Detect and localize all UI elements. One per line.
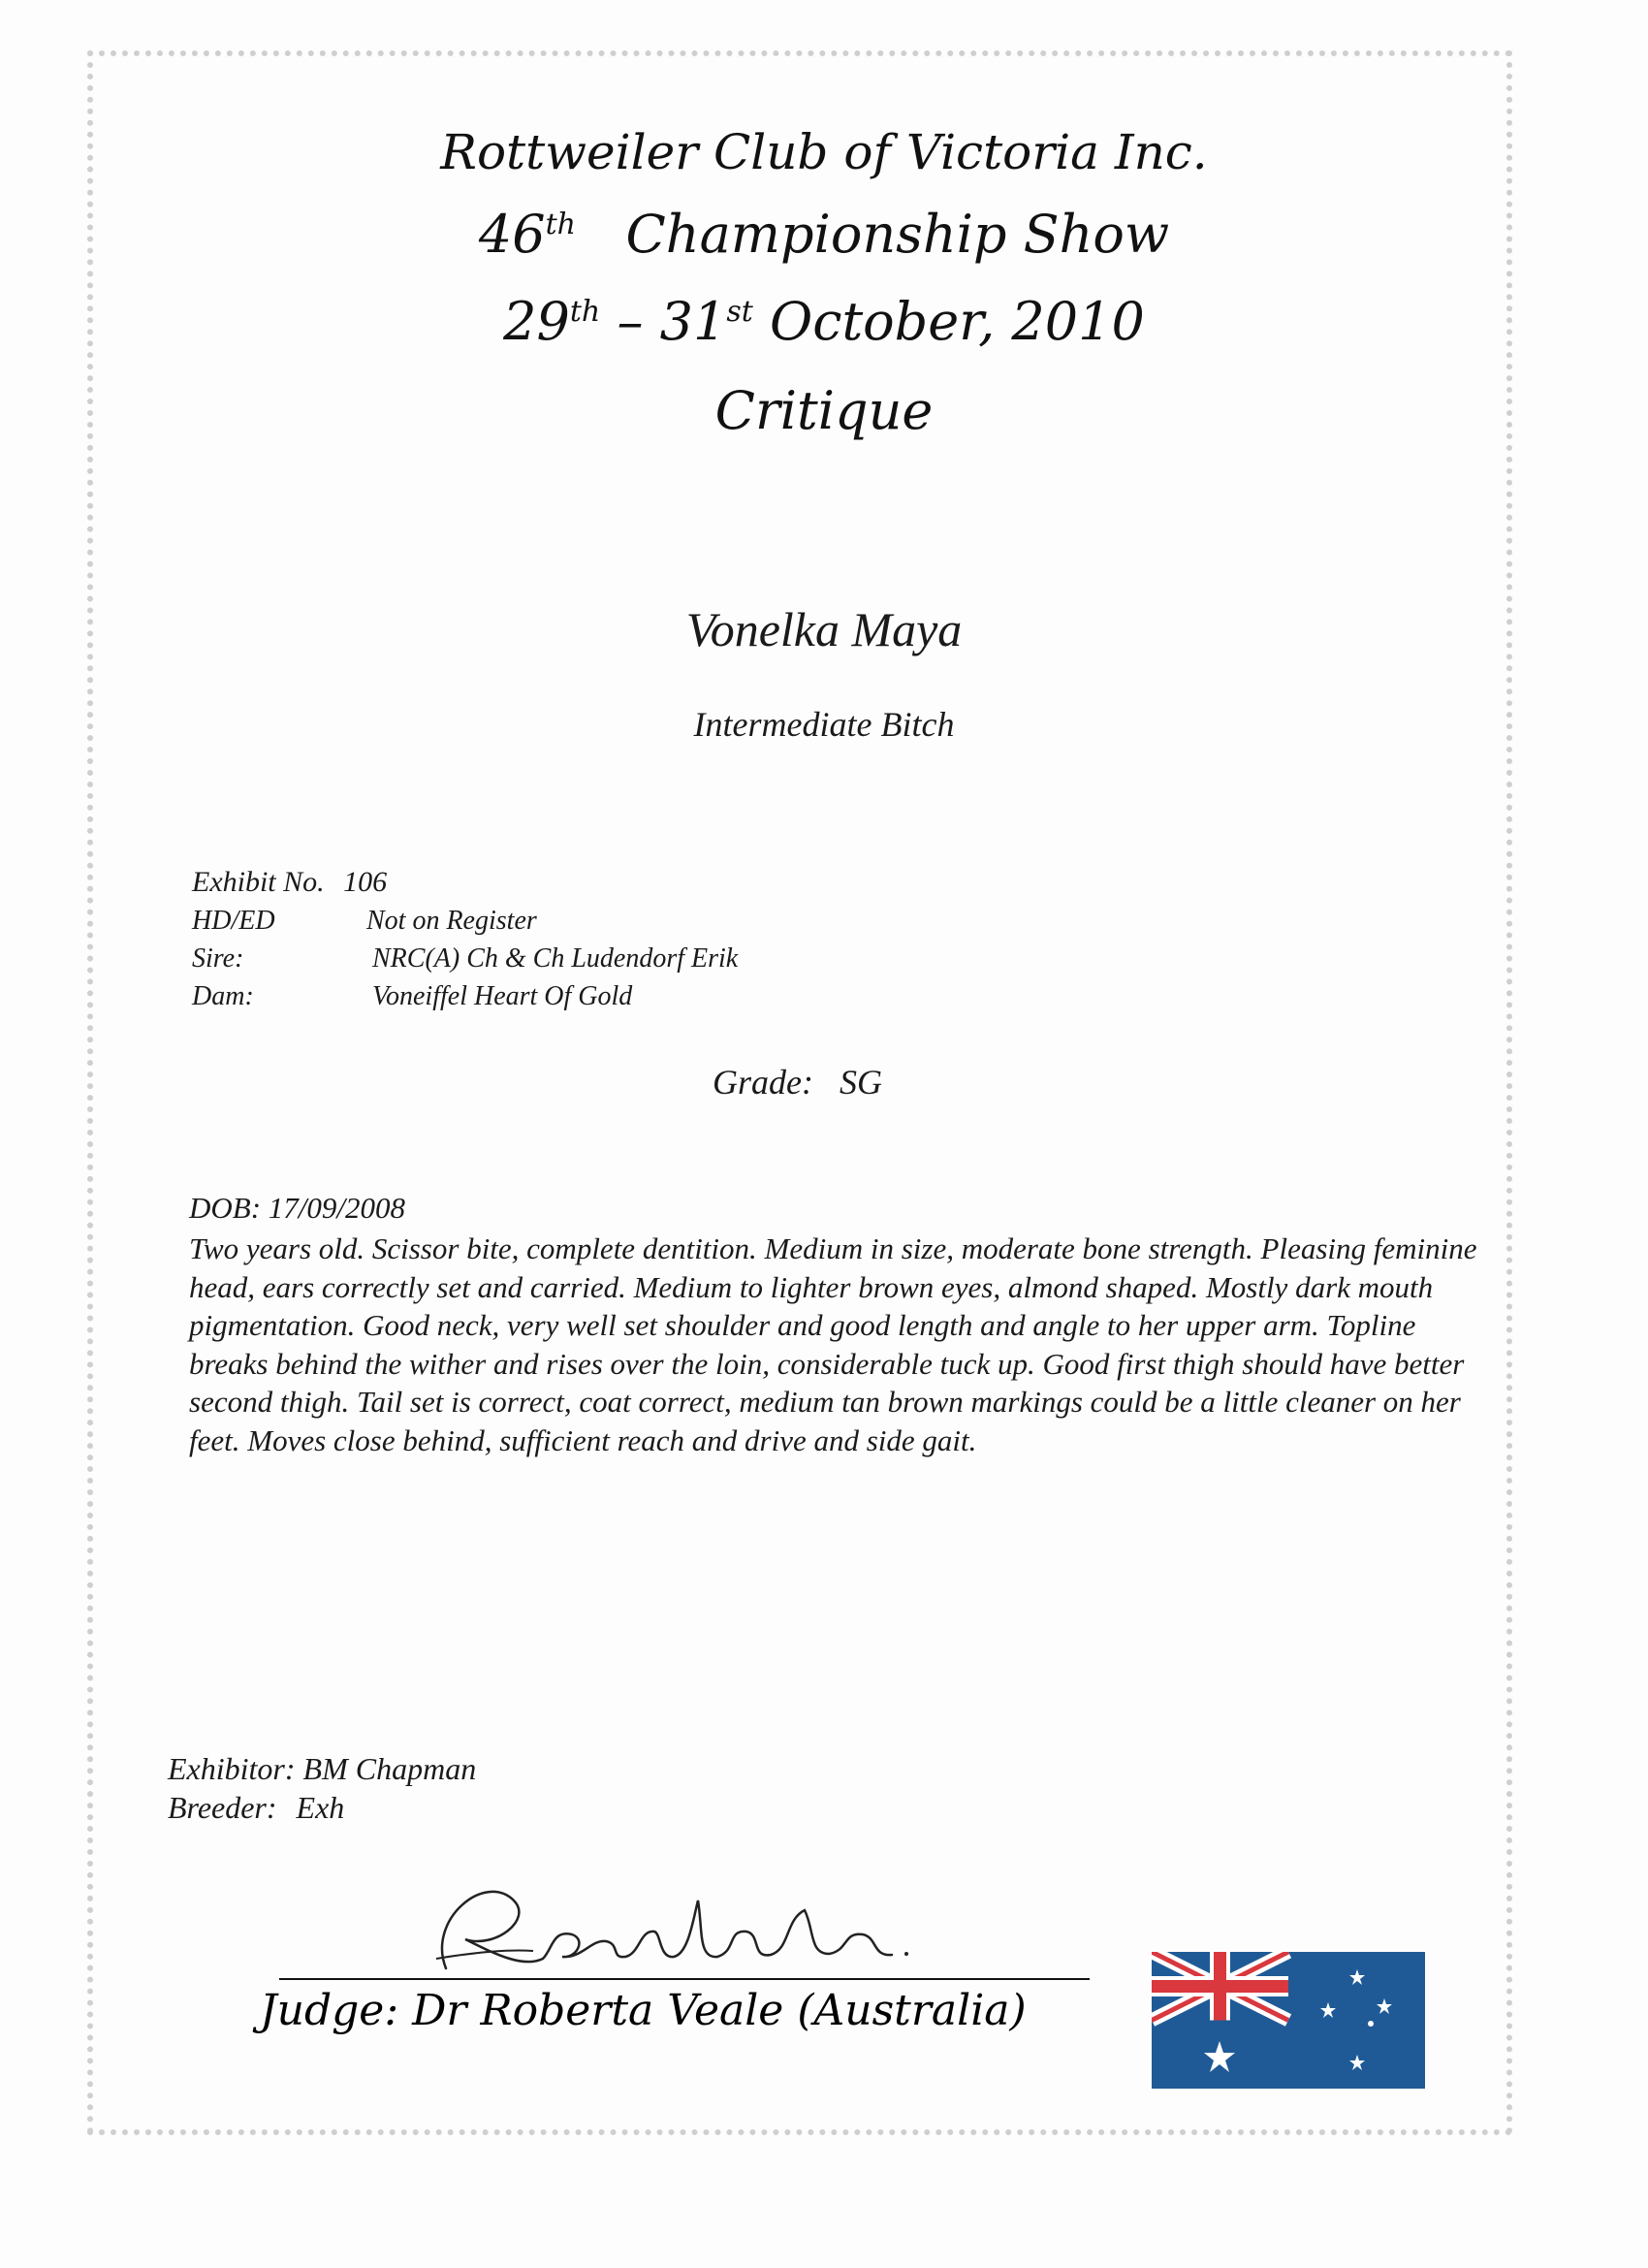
- show-name: Championship Show: [625, 204, 1170, 265]
- date-start-day: 29: [503, 291, 570, 352]
- doc-type: [0, 380, 1648, 441]
- dog-name: [0, 601, 1648, 657]
- club-title: [0, 124, 1648, 180]
- exhibitor-label: Exhibitor:: [168, 1751, 296, 1786]
- signature-line: [279, 1978, 1090, 1980]
- show-title: [0, 204, 1648, 265]
- exhibit-row: [192, 866, 387, 899]
- breeder-label: Breeder:: [168, 1790, 277, 1825]
- doc-type-label: Critique: [714, 380, 934, 441]
- sire-value: NRC(A) Ch & Ch Ludendorf Erik: [372, 943, 739, 974]
- exhibitor-value: BM Chapman: [302, 1751, 477, 1786]
- grade-label: Grade:: [713, 1063, 813, 1102]
- hded-value: Not on Register: [366, 906, 537, 936]
- breeder-value: Exh: [296, 1790, 345, 1825]
- hded-label: HD/ED: [192, 906, 275, 936]
- dob: DOB: 17/09/2008: [189, 1191, 406, 1225]
- show-dates: [0, 291, 1648, 352]
- date-end-suffix: st: [726, 295, 753, 329]
- judge-name: Judge: Dr Roberta Veale (Australia): [260, 1986, 1027, 2035]
- show-number: 46: [478, 204, 546, 265]
- dog-class: [0, 704, 1648, 745]
- dam-value: Voneiffel Heart Of Gold: [372, 981, 633, 1011]
- club-name: Rottweiler Club of Victoria Inc.: [440, 124, 1208, 180]
- dog-class-text: Intermediate Bitch: [693, 705, 955, 744]
- australian-flag-icon: [1152, 1952, 1425, 2089]
- date-start-suffix: th: [569, 295, 601, 329]
- exhibit-value: 106: [343, 866, 388, 898]
- breeder: [168, 1790, 344, 1826]
- sire-label: Sire:: [192, 943, 244, 974]
- dam-label: Dam:: [192, 981, 254, 1011]
- dog-name-text: Vonelka Maya: [685, 602, 963, 656]
- critique-text: Two years old. Scissor bite, complete dentition. Medium in size, moderate bone strength. Pleasing feminine head, ears correctly set and carried. Medium to lighter brown eyes, almond shaped. Mostly dark mouth pigmentation. Good neck, very well set shoulder and good length and angle to her upper arm. Topline breaks behind the wither and rises over the loin, considerable tuck up. Good first thigh should have better second thigh. Tail set is correct, coat correct, medium tan brown markings could be a little cleaner on her feet. Moves close behind, sufficient reach and drive and side gait.: [189, 1231, 1477, 1457]
- exhibit-label: Exhibit No.: [192, 866, 325, 898]
- date-separator: –: [617, 291, 644, 352]
- show-number-suffix: th: [545, 208, 576, 241]
- judge-signature: [407, 1862, 931, 1988]
- exhibitor: [168, 1751, 476, 1787]
- grade-value: SG: [839, 1063, 882, 1102]
- grade: [713, 1062, 882, 1102]
- date-rest: October, 2010: [769, 291, 1145, 352]
- date-end-day: 31: [659, 291, 727, 352]
